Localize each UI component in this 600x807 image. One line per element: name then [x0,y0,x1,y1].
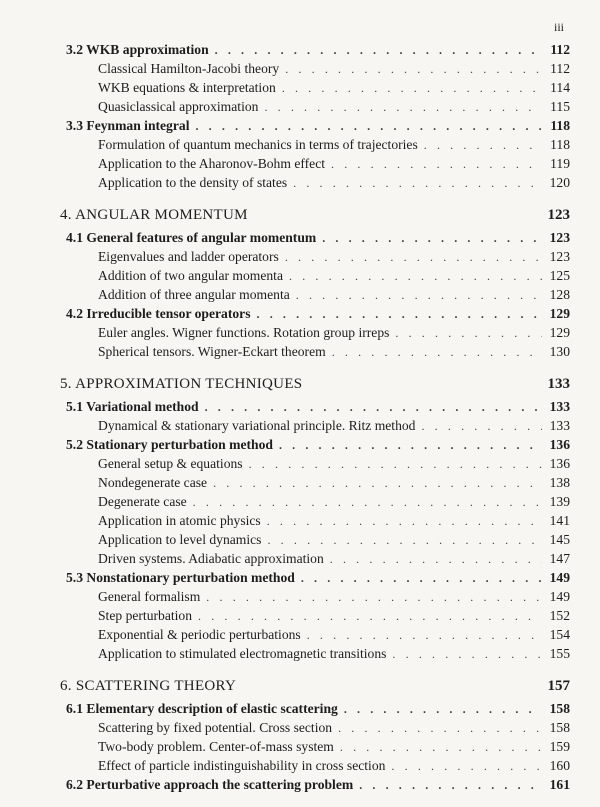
toc-subsection [60,97,570,116]
toc-section [60,304,570,323]
dot-leader [285,248,542,267]
toc-entry-title: 6.2 Perturbative approach the scattering problem [66,777,354,792]
toc-page-number: 155 [549,646,570,661]
toc-entry-title: General setup & equations [98,456,243,471]
toc-page-number: 149 [549,589,570,604]
toc-subsection [60,625,570,644]
dot-leader [359,776,542,795]
dot-leader [392,645,542,664]
dot-leader [198,607,542,626]
toc-page-number: 129 [549,306,570,321]
toc-section [60,435,570,454]
dot-leader [195,117,542,136]
toc-entry-title: Step perturbation [98,608,193,623]
toc-page-number: 161 [549,777,570,792]
dot-leader [249,455,542,474]
toc-chapter [60,675,570,697]
dot-leader [338,719,542,738]
toc-entry-title: Application to stimulated electromagnetic transitions [98,646,387,661]
toc-entry-title: Dynamical & stationary variational principle. Ritz method [98,418,416,433]
dot-leader [206,588,542,607]
toc-subsection [60,59,570,78]
toc-entry-title: Quasiclassical approximation [98,99,259,114]
toc-entry-title: 5.3 Nonstationary perturbation method [66,570,295,585]
toc-section [60,397,570,416]
toc-page-number: 147 [549,551,570,566]
dot-leader [282,79,542,98]
toc-subsection [60,454,570,473]
toc-page-number: 129 [549,325,570,340]
toc-page-number: 157 [547,678,570,694]
toc-chapter [60,373,570,395]
toc-subsection [60,78,570,97]
toc-chapter [60,204,570,226]
dot-leader [213,474,542,493]
toc-entry-title: 6. SCATTERING THEORY [60,678,237,694]
toc-page-number: 118 [550,118,570,133]
toc-entry-title: Scattering by fixed potential. Cross section [98,720,333,735]
toc-page-number: 123 [549,230,570,245]
toc-subsection [60,173,570,192]
toc-entry-title: Addition of three angular momenta [98,287,290,302]
dot-leader [205,398,542,417]
toc-page-number: 114 [550,80,570,95]
toc-entry-title: General formalism [98,589,201,604]
toc-entry-title: 4. ANGULAR MOMENTUM [60,207,248,223]
dot-leader [391,757,542,776]
toc-entry-title: Addition of two angular momenta [98,268,283,283]
toc-page-number: 136 [549,437,570,452]
toc-section [60,775,570,794]
toc-entry-title: 4.1 General features of angular momentum [66,230,317,245]
dot-leader [322,229,542,248]
toc-page-number: 141 [549,513,570,528]
toc-page-number: 112 [550,42,570,57]
toc-entry-title: 5.2 Stationary perturbation method [66,437,273,452]
toc-section [60,228,570,247]
toc-subsection [60,492,570,511]
toc-subsection [60,247,570,266]
toc-page-number: 160 [549,758,570,773]
table-of-contents [60,40,570,794]
dot-leader [285,60,542,79]
dot-leader [395,324,542,343]
toc-entry-title: Eigenvalues and ladder operators [98,249,279,264]
dot-leader [301,569,542,588]
dot-leader [264,98,542,117]
toc-page-number: 130 [549,344,570,359]
dot-leader [424,136,542,155]
toc-entry-title: Effect of particle indistinguishability in cross section [98,758,386,773]
toc-page-number: 139 [549,494,570,509]
toc-page-number: 120 [549,175,570,190]
toc-subsection [60,323,570,342]
dot-leader [330,550,542,569]
toc-entry-title: 5.1 Variational method [66,399,199,414]
toc-entry-title: Spherical tensors. Wigner-Eckart theorem [98,344,326,359]
toc-page-number: 159 [549,739,570,754]
toc-entry-title: Two-body problem. Center-of-mass system [98,739,334,754]
toc-entry-title: Degenerate case [98,494,187,509]
toc-page-number: 115 [550,99,570,114]
toc-page-number: 136 [549,456,570,471]
toc-page-number: 145 [549,532,570,547]
dot-leader [296,286,542,305]
toc-subsection [60,266,570,285]
toc-entry-title: Classical Hamilton-Jacobi theory [98,61,280,76]
toc-section [60,116,570,135]
toc-subsection [60,154,570,173]
toc-page-number: 138 [549,475,570,490]
toc-entry-title: 3.2 WKB approximation [66,42,209,57]
toc-entry-title: Application in atomic physics [98,513,261,528]
toc-entry-title: Euler angles. Wigner functions. Rotation group irreps [98,325,390,340]
dot-leader [279,436,542,455]
toc-section [60,699,570,718]
toc-subsection [60,587,570,606]
toc-page-number: 133 [549,399,570,414]
toc-entry-title: 5. APPROXIMATION TECHNIQUES [60,376,303,392]
dot-leader [344,700,542,719]
toc-page-number: 123 [547,207,570,223]
toc-entry-title: 6.1 Elementary description of elastic scattering [66,701,338,716]
toc-subsection [60,473,570,492]
toc-subsection [60,285,570,304]
dot-leader [293,174,542,193]
toc-entry-title: 3.3 Feynman integral [66,118,190,133]
toc-page-number: 125 [549,268,570,283]
toc-page-number: 112 [550,61,570,76]
toc-entry-title: Exponential & periodic perturbations [98,627,301,642]
dot-leader [421,417,542,436]
toc-page-number: 128 [549,287,570,302]
toc-page-number: 133 [549,418,570,433]
toc-entry-title: Driven systems. Adiabatic approximation [98,551,324,566]
toc-entry-title: Application to level dynamics [98,532,262,547]
toc-entry-title: 4.2 Irreducible tensor operators [66,306,251,321]
toc-subsection [60,416,570,435]
dot-leader [289,267,542,286]
toc-subsection [60,511,570,530]
toc-subsection [60,644,570,663]
dot-leader [307,626,542,645]
toc-page-number: 118 [550,137,570,152]
dot-leader [193,493,542,512]
toc-page-number: 119 [550,156,570,171]
toc-page-number: 152 [549,608,570,623]
dot-leader [332,343,542,362]
dot-leader [267,531,542,550]
toc-subsection [60,342,570,361]
dot-leader [215,41,542,60]
toc-section [60,568,570,587]
toc-subsection [60,737,570,756]
page-number: iii [553,20,564,34]
dot-leader [267,512,542,531]
toc-page-number: 149 [549,570,570,585]
toc-subsection [60,756,570,775]
toc-page-number: 123 [549,249,570,264]
toc-entry-title: Application to the Aharonov-Bohm effect [98,156,326,171]
toc-entry-title: Formulation of quantum mechanics in terms of trajectories [98,137,418,152]
toc-page-number: 154 [549,627,570,642]
dot-leader [257,305,543,324]
toc-subsection [60,718,570,737]
toc-page-number: 133 [547,376,570,392]
dot-leader [340,738,542,757]
toc-page-number: 158 [549,720,570,735]
dot-leader [331,155,542,174]
toc-entry-title: WKB equations & interpretation [98,80,276,95]
toc-entry-title: Nondegenerate case [98,475,208,490]
toc-subsection [60,530,570,549]
toc-section [60,40,570,59]
toc-subsection [60,549,570,568]
toc-entry-title: Application to the density of states [98,175,288,190]
toc-subsection [60,606,570,625]
toc-subsection [60,135,570,154]
toc-page-number: 158 [549,701,570,716]
